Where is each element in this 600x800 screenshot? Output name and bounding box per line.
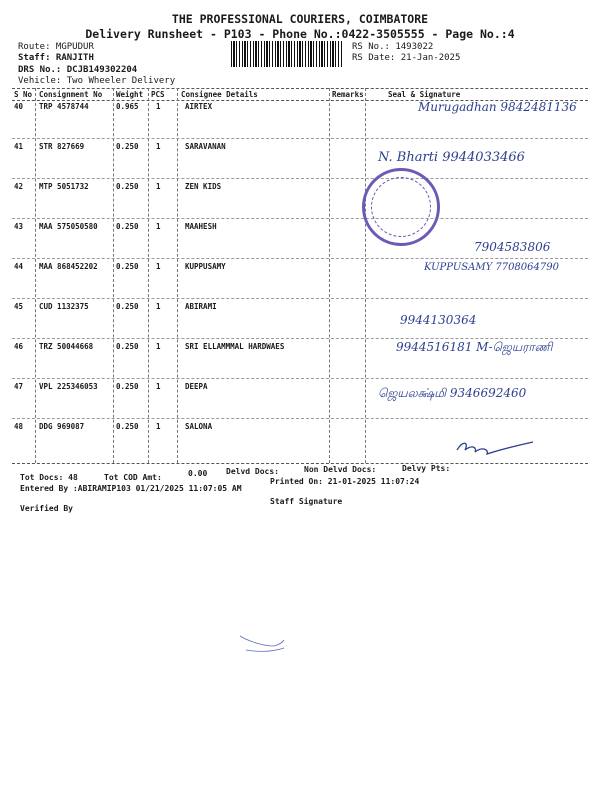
cell-consignee: SARAVANAN xyxy=(185,142,226,151)
row-divider xyxy=(12,338,588,339)
cell-sno: 41 xyxy=(14,142,24,151)
rs-number: RS No.: 1493022 xyxy=(352,42,434,52)
row-divider xyxy=(12,298,588,299)
cell-consignee: SRI ELLAMMMAL HARDWAES xyxy=(185,342,285,351)
cell-consignee: ZEN KIDS xyxy=(185,182,222,191)
column-header-consignment: Consignment No xyxy=(39,90,103,99)
cell-weight: 0.250 xyxy=(116,142,139,151)
column-header-sno: S No xyxy=(14,90,33,99)
cell-consignee: ABIRAMI xyxy=(185,302,217,311)
column-header-pcs: PCS xyxy=(151,90,165,99)
cell-sno: 40 xyxy=(14,102,24,111)
cell-weight: 0.250 xyxy=(116,262,139,271)
column-divider xyxy=(148,88,149,463)
cell-weight: 0.250 xyxy=(116,422,139,431)
column-header-consignee: Consignee Details xyxy=(181,90,258,99)
row-divider xyxy=(12,178,588,179)
column-header-weight: Weight xyxy=(116,90,144,99)
barcode-image xyxy=(231,41,343,67)
cell-consignment: CUD 1132375 xyxy=(39,302,89,311)
cell-sno: 44 xyxy=(14,262,24,271)
delivery-points: Delvy Pts: xyxy=(402,464,451,473)
cell-pcs: 1 xyxy=(156,422,161,431)
runsheet-title: Delivery Runsheet - P103 - Phone No.:0422-3505555 - Page No.:4 xyxy=(85,27,515,41)
cell-pcs: 1 xyxy=(156,382,161,391)
cell-weight: 0.250 xyxy=(116,222,139,231)
column-divider xyxy=(113,88,114,463)
printed-on: Printed On: 21-01-2025 11:07:24 xyxy=(270,477,420,486)
company-name: THE PROFESSIONAL COURIERS, COIMBATORE xyxy=(171,12,429,26)
signature-row-45: 9944130364 xyxy=(400,313,477,327)
entered-by: Entered By :ABIRAMIP103 01/21/2025 11:07:05 AM xyxy=(20,484,242,493)
cell-pcs: 1 xyxy=(156,142,161,151)
table-top-rule xyxy=(12,88,588,89)
cell-consignment: MAA 868452202 xyxy=(39,262,98,271)
company-seal xyxy=(362,168,440,246)
cell-weight: 0.250 xyxy=(116,382,139,391)
cell-consignee: MAAHESH xyxy=(185,222,217,231)
signature-row-41: N. Bharti 9944033466 xyxy=(378,150,525,165)
signature-row-48 xyxy=(455,438,535,460)
row-divider xyxy=(12,258,588,259)
cell-weight: 0.965 xyxy=(116,102,139,111)
total-cod-amount: 0.00 xyxy=(188,469,208,478)
pen-mark xyxy=(238,632,288,654)
signature-row-47: ஜெயலக்ஷ்மி 9346692460 xyxy=(378,386,527,400)
row-divider xyxy=(12,418,588,419)
cell-sno: 48 xyxy=(14,422,24,431)
column-divider xyxy=(329,88,330,463)
cell-pcs: 1 xyxy=(156,182,161,191)
cell-sno: 43 xyxy=(14,222,24,231)
cell-consignee: KUPPUSAMY xyxy=(185,262,226,271)
row-divider xyxy=(12,218,588,219)
cell-sno: 47 xyxy=(14,382,24,391)
vehicle: Vehicle: Two Wheeler Delivery xyxy=(18,76,176,86)
cell-consignment: MAA 575050580 xyxy=(39,222,98,231)
rs-date: RS Date: 21-Jan-2025 xyxy=(352,53,461,63)
cell-weight: 0.250 xyxy=(116,302,139,311)
cell-pcs: 1 xyxy=(156,262,161,271)
cell-sno: 46 xyxy=(14,342,24,351)
column-header-remarks: Remarks xyxy=(332,90,364,99)
verified-by-label: Verified By xyxy=(20,504,73,513)
cell-pcs: 1 xyxy=(156,222,161,231)
total-cod-label: Tot COD Amt: xyxy=(104,473,162,482)
table-bottom-rule xyxy=(12,463,588,464)
column-divider xyxy=(35,88,36,463)
cell-weight: 0.250 xyxy=(116,342,139,351)
row-divider xyxy=(12,378,588,379)
cell-sno: 42 xyxy=(14,182,24,191)
cell-consignment: TRP 4578744 xyxy=(39,102,89,111)
cell-consignee: AIRTEX xyxy=(185,102,213,111)
staff-signature-label: Staff Signature xyxy=(270,497,343,506)
row-divider xyxy=(12,138,588,139)
column-divider xyxy=(177,88,178,463)
non-delivered-docs: Non Delvd Docs: xyxy=(304,465,377,474)
drs-number: DRS No.: DCJB149302204 xyxy=(18,65,138,75)
signature-row-44: KUPPUSAMY 7708064790 xyxy=(424,262,559,273)
cell-consignee: SALONA xyxy=(185,422,213,431)
staff: Staff: RANJITH xyxy=(18,53,94,63)
cell-consignment: MTP 5051732 xyxy=(39,182,89,191)
signature-row-46: 9944516181 M-ஜெயராணி xyxy=(396,340,553,354)
signature-row-43: 7904583806 xyxy=(474,240,551,254)
total-docs: Tot Docs: 48 xyxy=(20,473,78,482)
cell-pcs: 1 xyxy=(156,102,161,111)
cell-consignment: STR 827669 xyxy=(39,142,85,151)
delivered-docs: Delvd Docs: xyxy=(226,467,279,476)
cell-pcs: 1 xyxy=(156,302,161,311)
cell-consignment: DDG 969087 xyxy=(39,422,85,431)
route: Route: MGPUDUR xyxy=(18,42,94,52)
cell-pcs: 1 xyxy=(156,342,161,351)
cell-consignment: VPL 225346053 xyxy=(39,382,98,391)
column-header-signature: Seal & Signature xyxy=(388,90,461,99)
cell-consignee: DEEPA xyxy=(185,382,208,391)
cell-weight: 0.250 xyxy=(116,182,139,191)
signature-row-40: Murugadhan 9842481136 xyxy=(418,100,577,114)
cell-consignment: TRZ 50044668 xyxy=(39,342,94,351)
cell-sno: 45 xyxy=(14,302,24,311)
column-divider xyxy=(365,88,366,463)
